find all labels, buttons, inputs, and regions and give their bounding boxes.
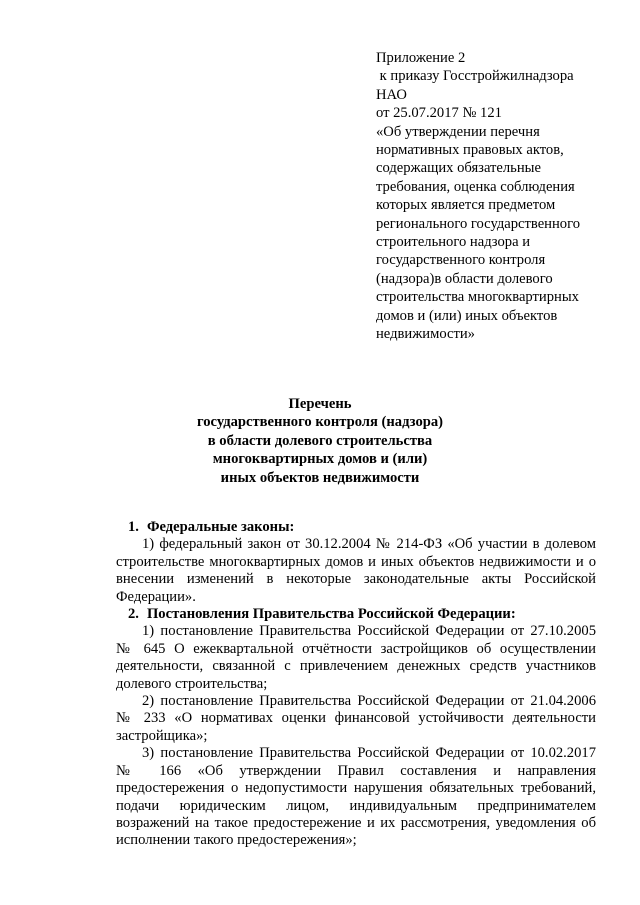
appendix-line: нормативных правовых актов,: [376, 142, 564, 159]
title-line: государственного контроля (надзора): [196, 414, 444, 431]
appendix-line: строительного надзора и: [376, 234, 531, 251]
section-number: 2.: [128, 606, 139, 623]
appendix-line: Приложение 2: [376, 50, 466, 66]
appendix-line: содержащих обязательные: [376, 160, 541, 177]
title-line: многоквартирных домов и (или): [212, 451, 428, 468]
appendix-line: строительства многоквартирных: [376, 289, 579, 306]
appendix-line: домов и (или) иных объектов: [376, 307, 558, 324]
appendix-header: [376, 49, 626, 344]
appendix-line: которых является предметом: [376, 197, 556, 214]
appendix-line: «Об утверждении перечня: [376, 123, 540, 140]
title-line: в области долевого строительства: [207, 432, 433, 449]
document-body: [116, 519, 596, 850]
appendix-line: регионального государственного: [376, 215, 581, 232]
appendix-line: требования, оценка соблюдения: [376, 178, 575, 195]
section-heading-text: Федеральные законы:: [146, 519, 295, 535]
appendix-line: от 25.07.2017 № 121: [376, 105, 502, 122]
section-heading: [116, 606, 596, 623]
document-title: [120, 395, 520, 487]
section-number: 1.: [128, 519, 139, 535]
section-heading: [116, 519, 596, 536]
list-item: 2) постановление Правительства Российской Федерации от 21.04.2006 № 233 «О нормативах оценки финансовой устойчивости деятельности застройщика»;: [116, 693, 596, 744]
list-item: 1) постановление Правительства Российской Федерации от 27.10.2005 № 645 О ежеквартальной отчётности застройщиков об осуществлении деятельности, связанной с привлечением денежных средств участников долевого строительства;: [116, 623, 596, 692]
appendix-line: (надзора)в области долевого: [376, 270, 553, 287]
section-heading-text: Постановления Правительства Российской Федерации:: [146, 606, 516, 623]
title-line: иных объектов недвижимости: [220, 469, 420, 486]
appendix-line: НАО: [376, 86, 407, 103]
list-item: 1) федеральный закон от 30.12.2004 № 214-ФЗ «Об участии в долевом строительстве многоквартирных домов и иных объектов недвижимости и о внесении изменений в некоторые законодательные акты Российской Федерации».: [116, 536, 596, 605]
appendix-line: недвижимости»: [376, 326, 475, 343]
appendix-line: к приказу Госстройжилнадзора: [376, 68, 574, 85]
title-line: Перечень: [288, 396, 352, 412]
appendix-line: государственного контроля: [376, 252, 546, 269]
list-item: 3) постановление Правительства Российской Федерации от 10.02.2017 № 166 «Об утверждении Правил составления и направления предостережения о недопустимости нарушения обязательных требований, подачи юридическим лицом, индивидуальным предпринимателем возражений на такое предостережение и их рассмотрения, уведомления об исполнении такого предостережения»;: [116, 745, 596, 849]
